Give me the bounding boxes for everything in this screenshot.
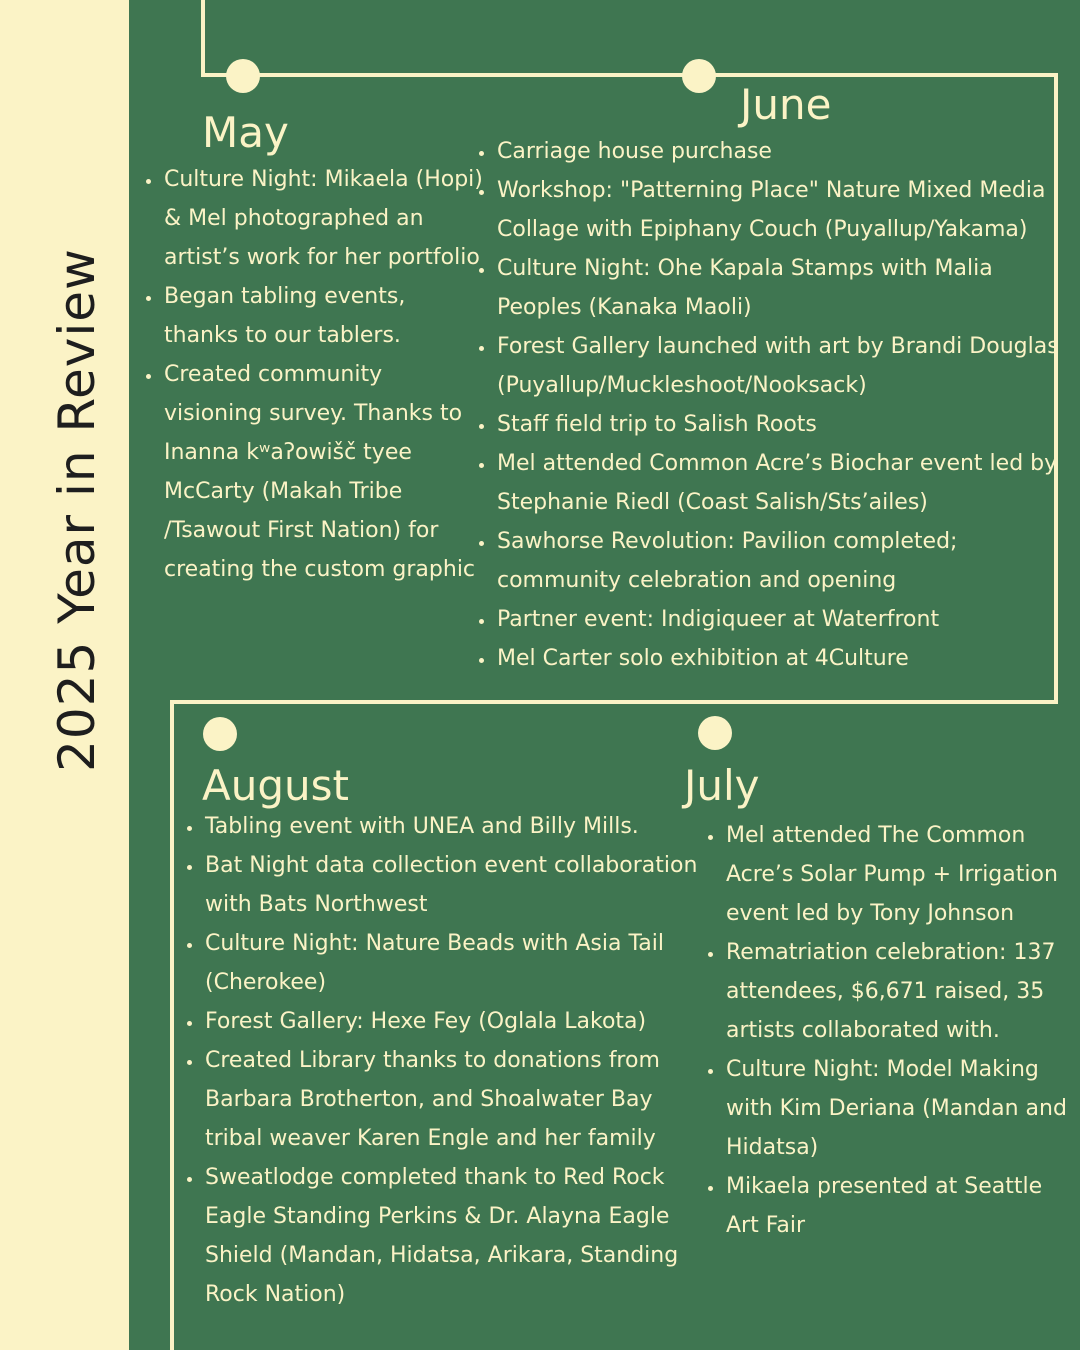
- list-item: • Rematriation celebration: 137 attendees, $6,671 raised, 35 artists collaborated with.: [725, 933, 1075, 1050]
- timeline-line-middle-horizontal: [170, 700, 1058, 704]
- list-item: • Mikaela presented at Seattle Art Fair: [725, 1167, 1075, 1245]
- list-item: • Mel attended The Common Acre’s Solar Pump + Irrigation event led by Tony Johnson: [725, 816, 1075, 933]
- list-item: • Partner event: Indigiqueer at Waterfront: [496, 600, 1074, 639]
- month-title-june: June: [740, 80, 832, 129]
- month-title-august: August: [202, 761, 349, 810]
- timeline-dot-july: [698, 716, 732, 750]
- list-item: • Carriage house purchase: [496, 132, 1074, 171]
- list-item: • Culture Night: Ohe Kapala Stamps with Malia Peoples (Kanaka Maoli): [496, 249, 1074, 327]
- list-item: • Mel attended Common Acre’s Biochar event led by Stephanie Riedl (Coast Salish/Sts’ailes): [496, 444, 1074, 522]
- list-item: • Culture Night: Nature Beads with Asia Tail (Cherokee): [204, 924, 704, 1002]
- may-list: [139, 160, 483, 589]
- month-title-may: May: [202, 108, 289, 157]
- timeline-dot-june: [682, 59, 716, 93]
- list-item: • Sweatlodge completed thank to Red Rock Eagle Standing Perkins & Dr. Alayna Eagle Shield (Mandan, Hidatsa, Arikara, Standing Rock Nation): [204, 1158, 704, 1314]
- list-item: • Began tabling events, thanks to our tablers.: [163, 277, 483, 355]
- list-item: • Tabling event with UNEA and Billy Mills.: [204, 807, 704, 846]
- timeline-dot-may: [226, 59, 260, 93]
- list-item: • Workshop: "Patterning Place" Nature Mixed Media Collage with Epiphany Couch (Puyallup/Yakama): [496, 171, 1074, 249]
- timeline-line-bottom-vertical: [170, 700, 174, 1350]
- timeline-line-top-vertical: [201, 0, 205, 77]
- timeline-dot-august: [203, 717, 237, 751]
- august-list: [180, 807, 704, 1314]
- july-list: [701, 816, 1075, 1245]
- list-item: • Staff field trip to Salish Roots: [496, 405, 1074, 444]
- list-item: • Forest Gallery: Hexe Fey (Oglala Lakota): [204, 1002, 704, 1041]
- list-item: • Culture Night: Model Making with Kim Deriana (Mandan and Hidatsa): [725, 1050, 1075, 1167]
- list-item: • Forest Gallery launched with art by Brandi Douglas (Puyallup/Muckleshoot/Nooksack): [496, 327, 1074, 405]
- month-title-july: July: [684, 761, 760, 810]
- list-item: • Created community visioning survey. Thanks to Inanna kʷaʔowišč tyee McCarty (Makah Tribe /Tsawout First Nation) for creating the custom graphic: [163, 355, 483, 589]
- june-list: [472, 132, 1074, 678]
- title-sidebar: [0, 0, 129, 1350]
- list-item: • Culture Night: Mikaela (Hopi) & Mel photographed an artist’s work for her portfolio: [163, 160, 483, 277]
- list-item: • Bat Night data collection event collaboration with Bats Northwest: [204, 846, 704, 924]
- list-item: • Sawhorse Revolution: Pavilion completed; community celebration and opening: [496, 522, 1074, 600]
- page-title: 2025 Year in Review: [48, 248, 106, 772]
- list-item: • Created Library thanks to donations from Barbara Brotherton, and Shoalwater Bay tribal weaver Karen Engle and her family: [204, 1041, 704, 1158]
- list-item: • Mel Carter solo exhibition at 4Culture: [496, 639, 1074, 678]
- timeline-line-top-horizontal: [201, 73, 1058, 77]
